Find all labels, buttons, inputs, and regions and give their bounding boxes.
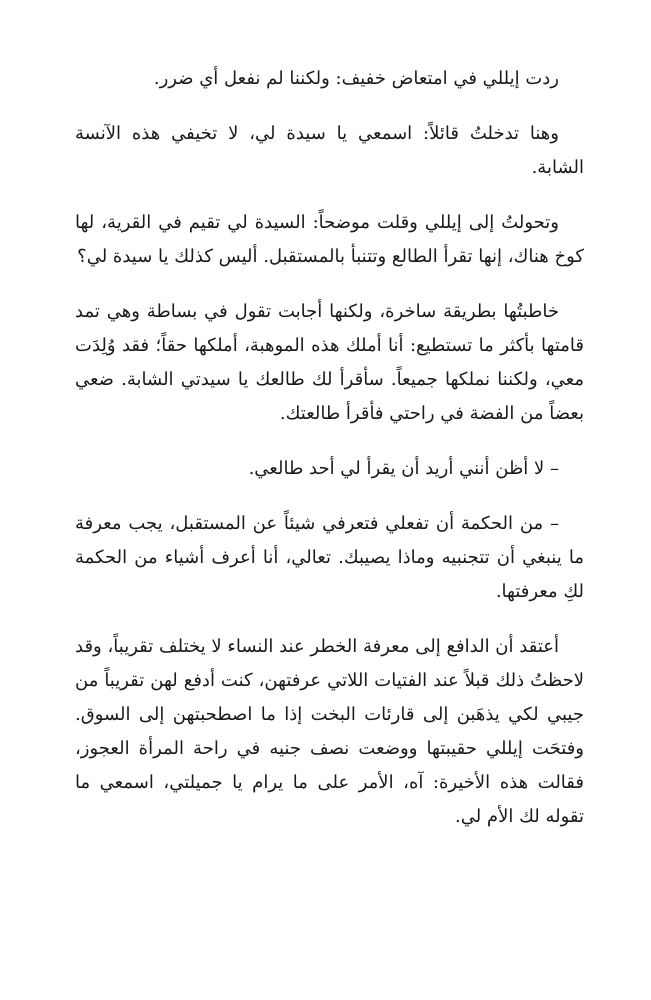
paragraph: خاطبتُها بطريقة ساخرة، ولكنها أجابت تقول في بساطة وهي تمد قامتها بأكثر ما تستطيع: أنا أملك هذه الموهبة، أملكها حقاً؛ فقد وُلِدَت معي، ولكننا نملكها جميعاً. سأقرأ لك طالعك يا سيدتي الشابة. ضعي بعضاً من الفضة في راحتي فأقرأ طالعتك.	[75, 301, 584, 424]
dialogue-line: – من الحكمة أن تفعلي فتعرفي شيئاً عن المستقبل، يجب معرفة ما ينبغي أن تتجنبيه وماذا يصيبك. تعالي، أنا أعرف أشياء من الحكمة لكِ معرفتها.	[75, 513, 584, 602]
paragraph: ردت إيللي في امتعاض خفيف: ولكننا لم نفعل أي ضرر.	[153, 68, 559, 89]
paragraph: وتحولتُ إلى إيللي وقلت موضحاً: السيدة لي تقيم في القرية، لها كوخ هناك، إنها تقرأ الطالع وتتنبأ بالمستقبل. أليس كذلك يا سيدة لي؟	[75, 212, 584, 267]
dialogue-line: – لا أظن أنني أريد أن يقرأ لي أحد طالعي.	[248, 458, 559, 479]
paragraph: وهنا تدخلتُ قائلاً: اسمعي يا سيدة لي، لا تخيفي هذه الآنسة الشابة.	[75, 123, 584, 178]
book-page	[75, 62, 584, 855]
paragraph: أعتقد أن الدافع إلى معرفة الخطر عند النساء لا يختلف تقريباً، وقد لاحظتُ ذلك قبلاً عند الفتيات اللاتي عرفتهن، كنت أدفع لهن تقريباً من جيبي لكي يذهَبن إلى قارئات البخت إذا ما اصطحبتهن إلى السوق. وفتحَت إيللي حقيبتها ووضعت نصف جنيه في راحة المرأة العجوز، فقالت هذه الأخيرة: آه، الأمر على ما يرام يا جميلتي، اسمعي ما تقوله لك الأم لي.	[75, 636, 584, 827]
